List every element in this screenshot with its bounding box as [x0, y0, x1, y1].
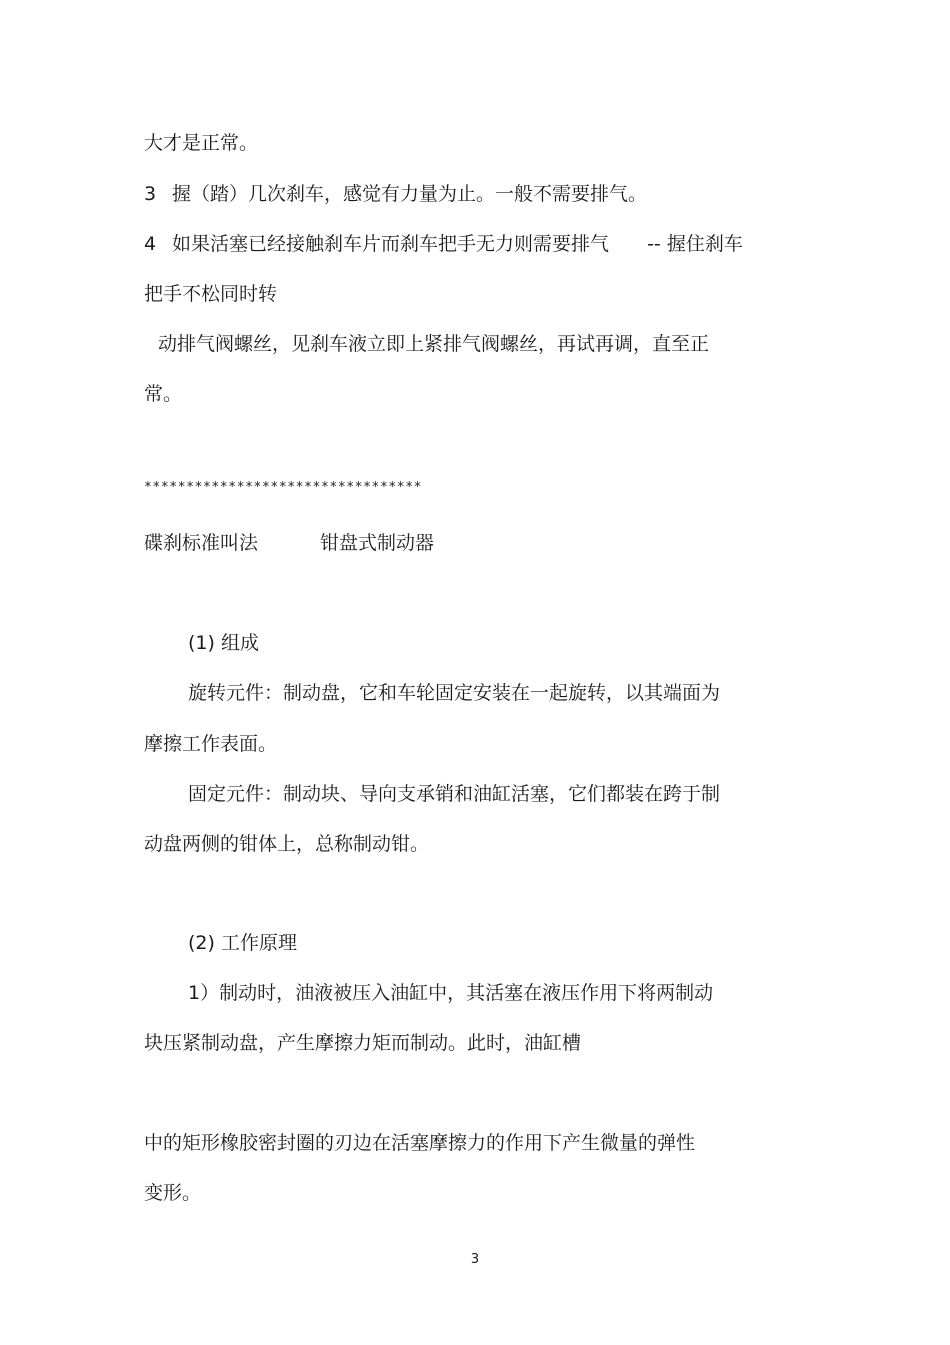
separator: ********************************* — [144, 480, 423, 495]
section-title: (1) 组成 — [188, 632, 259, 654]
page-number: 3 — [470, 1252, 480, 1267]
list-item — [144, 231, 743, 257]
section-title: (2) 工作原理 — [188, 932, 297, 954]
list-number: 3 — [144, 183, 157, 205]
heading-right: 钳盘式制动器 — [320, 532, 435, 554]
heading-left: 碟刹标准叫法 — [144, 532, 259, 554]
list-item — [144, 181, 647, 207]
paragraph-line: 块压紧制动盘，产生摩擦力矩而制动。此时，油缸槽 — [144, 1032, 582, 1054]
list-text: 如果活塞已经接触刹车片而刹车把手无力则需要排气 — [172, 233, 610, 255]
paragraph-line: 1）制动时，油液被压入油缸中，其活塞在液压作用下将两制动 — [188, 982, 714, 1004]
text-line: 把手不松同时转 — [144, 283, 278, 305]
text-line: 大才是正常。 — [144, 132, 259, 154]
paragraph-line: 固定元件：制动块、导向支承销和油缸活塞，它们都装在跨于制 — [188, 783, 721, 805]
list-number: 4 — [144, 233, 157, 255]
paragraph-line: 动盘两侧的钳体上，总称制动钳。 — [144, 833, 430, 855]
paragraph-line: 中的矩形橡胶密封圈的刃边在活塞摩擦力的作用下产生微量的弹性 — [144, 1132, 696, 1154]
list-text-tail: -- 握住刹车 — [647, 233, 743, 255]
paragraph-line: 旋转元件：制动盘，它和车轮固定安装在一起旋转，以其端面为 — [188, 682, 721, 704]
paragraph-line: 变形。 — [144, 1182, 202, 1204]
text-line: 动排气阀螺丝，见刹车液立即上紧排气阀螺丝，再试再调，直至正 — [158, 333, 710, 355]
heading — [144, 530, 434, 556]
paragraph-line: 摩擦工作表面。 — [144, 733, 278, 755]
list-text: 握（踏）几次刹车，感觉有力量为止。一般不需要排气。 — [172, 183, 648, 205]
text-line: 常。 — [144, 383, 183, 405]
